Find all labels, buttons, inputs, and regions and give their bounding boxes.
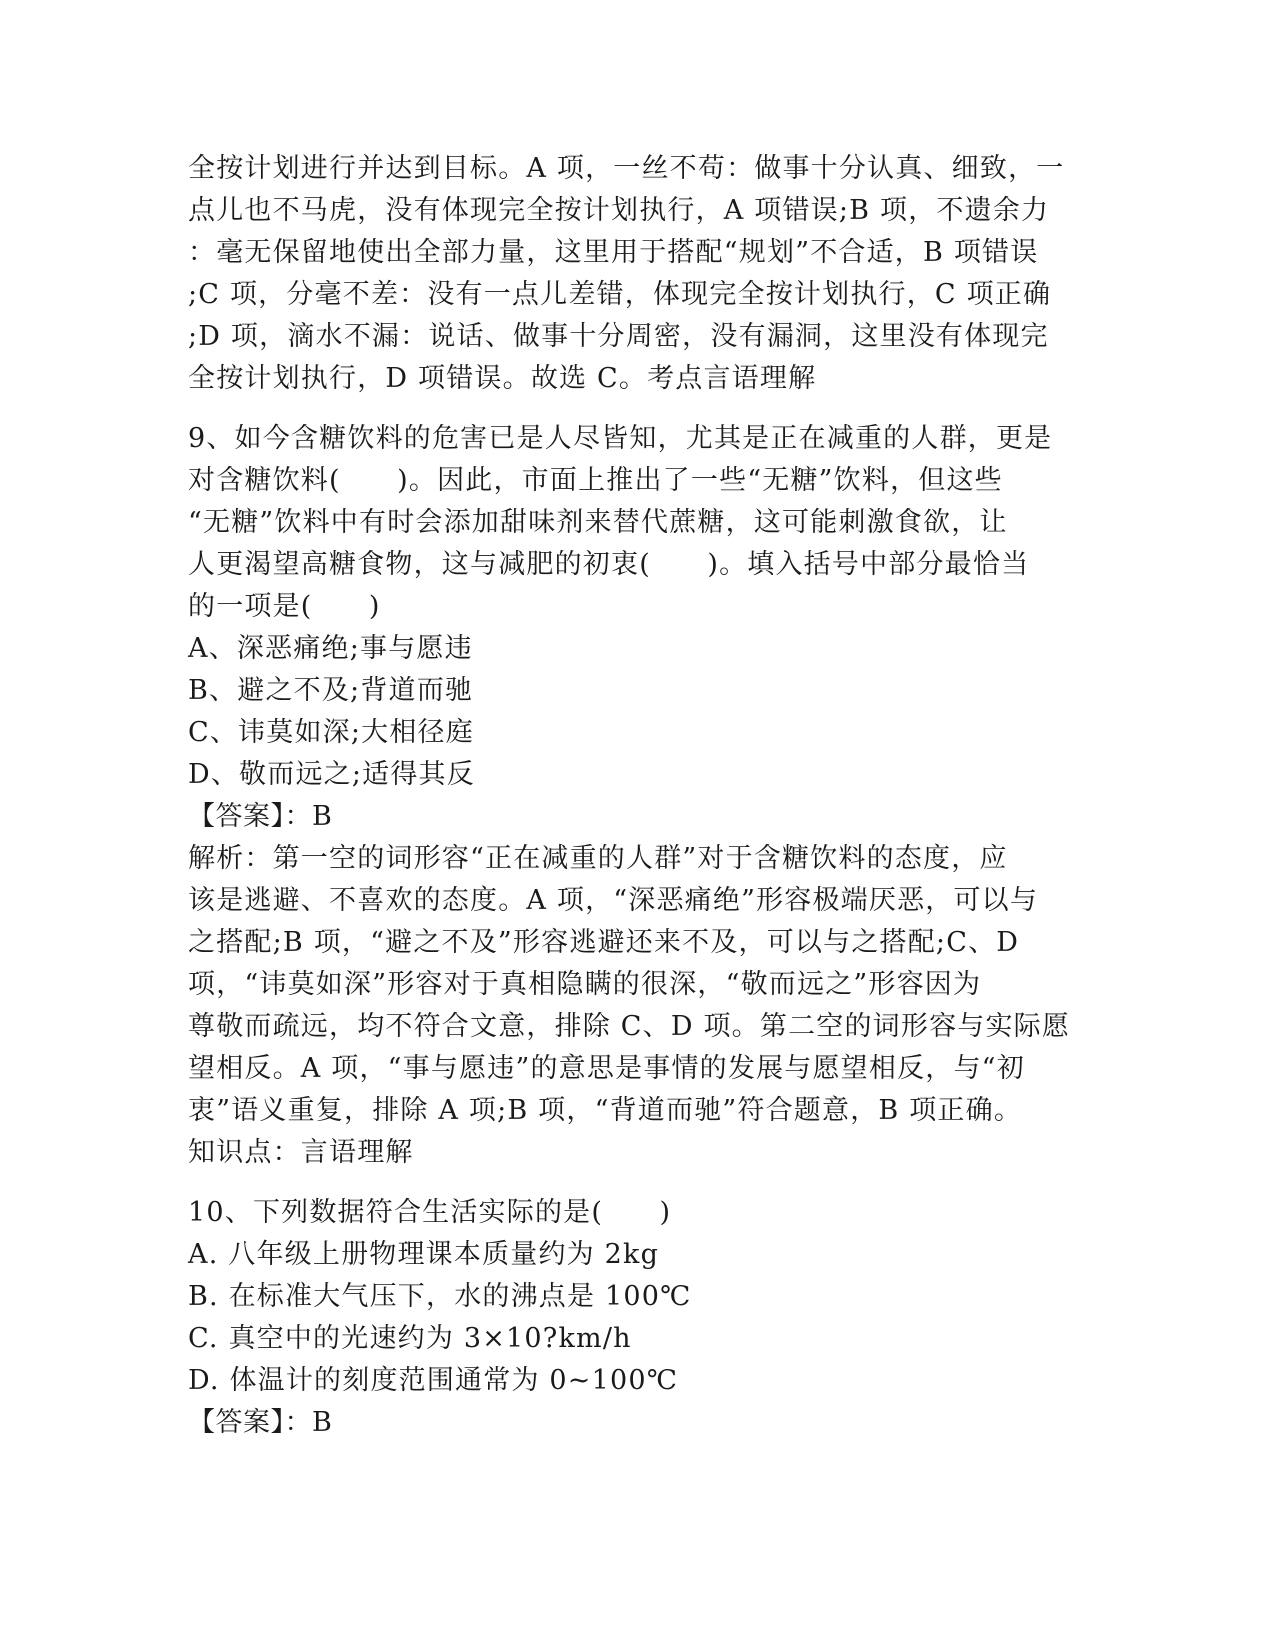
previous-question-analysis (188, 148, 1088, 400)
text-line: ;C 项，分毫不差：没有一点儿差错，体现完全按计划执行，C 项正确 (188, 279, 1052, 310)
text-line: 解析：第一空的词形容“正在减重的人群”对于含糖饮料的态度，应 (188, 843, 1008, 874)
option-d: D. 体温计的刻度范围通常为 0~100℃ (188, 1365, 679, 1396)
document-page (188, 148, 1088, 1444)
text-line: 知识点：言语理解 (188, 1137, 414, 1168)
text-line: 项，“讳莫如深”形容对于真相隐瞒的很深，“敬而远之”形容因为 (188, 969, 982, 1000)
option-d: D、敬而远之;适得其反 (188, 759, 475, 790)
text-line: 衷”语义重复，排除 A 项;B 项，“背道而驰”符合题意，B 项正确。 (188, 1095, 1023, 1126)
option-list (188, 628, 1088, 796)
text-line: 的一项是( ) (188, 591, 381, 622)
text-line: 点儿也不马虎，没有体现完全按计划执行，A 项错误;B 项，不遗余力 (188, 195, 1050, 226)
text-line: 该是逃避、不喜欢的态度。A 项，“深恶痛绝”形容极端厌恶，可以与 (188, 885, 1039, 916)
option-b: B、避之不及;背道而驰 (188, 675, 474, 706)
option-c: C、讳莫如深;大相径庭 (188, 717, 474, 748)
text-line: ：毫无保留地使出全部力量，这里用于搭配“规划”不合适，B 项错误 (188, 237, 1039, 268)
option-b: B. 在标准大气压下，水的沸点是 100℃ (188, 1281, 692, 1312)
question-stem: 10、下列数据符合生活实际的是( ) (188, 1197, 672, 1228)
question-9 (188, 418, 1088, 1174)
text-line: 9、如今含糖饮料的危害已是人尽皆知，尤其是正在减重的人群，更是 (188, 423, 1053, 454)
question-10 (188, 1192, 1088, 1444)
option-a: A. 八年级上册物理课本质量约为 2kg (188, 1239, 660, 1270)
option-a: A、深恶痛绝;事与愿违 (188, 633, 473, 664)
answer-label: 【答案】：B (188, 1407, 333, 1438)
answer-label: 【答案】：B (188, 801, 333, 832)
question-stem (188, 418, 1088, 628)
text-line: ;D 项，滴水不漏：说话、做事十分周密，没有漏洞，这里没有体现完 (188, 321, 1049, 352)
text-line: 人更渴望高糖食物，这与减肥的初衷( )。填入括号中部分最恰当 (188, 549, 1030, 580)
text-line: 望相反。A 项，“事与愿违”的意思是事情的发展与愿望相反，与“初 (188, 1053, 1025, 1084)
spacer (188, 400, 1088, 418)
text-line: 尊敬而疏远，均不符合文意，排除 C、D 项。第二空的词形容与实际愿 (188, 1011, 1071, 1042)
text-line: 之搭配;B 项，“避之不及”形容逃避还来不及，可以与之搭配;C、D (188, 927, 1020, 958)
text-line: 全按计划执行，D 项错误。故选 C。考点言语理解 (188, 363, 817, 394)
text-line: “无糖”饮料中有时会添加甜味剂来替代蔗糖，这可能刺激食欲，让 (188, 507, 1008, 538)
text-line: 全按计划进行并达到目标。A 项，一丝不苟：做事十分认真、细致，一 (188, 153, 1065, 184)
option-list (188, 1234, 1088, 1402)
spacer (188, 1174, 1088, 1192)
option-c: C. 真空中的光速约为 3×10?km/h (188, 1323, 632, 1354)
analysis (188, 838, 1088, 1174)
text-line: 对含糖饮料( )。因此，市面上推出了一些“无糖”饮料，但这些 (188, 465, 1003, 496)
